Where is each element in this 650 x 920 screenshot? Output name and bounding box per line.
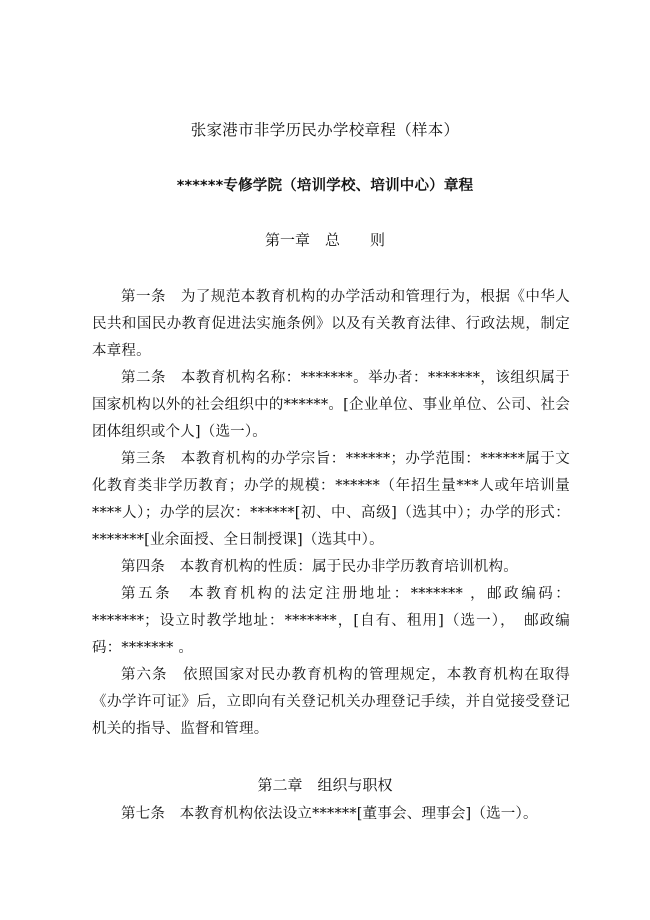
- article-5: 第五条 本教育机构的法定注册地址：******* ，邮政编码：*******；设立时教学地址：*******，[自有、租用]（选一）， 邮政编码：******* 。: [92, 586, 570, 656]
- chapter-1-body: [92, 284, 570, 743]
- article-2: 第二条 本教育机构名称：*******。举办者：*******，该组织属于国家机构以外的社会组织中的******。[企业单位、事业单位、公司、社会团体组织或个人]（选一）。: [92, 370, 570, 440]
- article-7: 第七条 本教育机构依法设立******[董事会、理事会]（选一）。: [121, 806, 538, 822]
- article-6: 第六条 依照国家对民办教育机构的管理规定，本教育机构在取得《办学许可证》后，立即向有关登记机关办理登记手续，并自觉接受登记机关的指导、监督和管理。: [92, 667, 570, 737]
- chapter-1-heading: 第一章 总 则: [264, 231, 385, 249]
- article-1: 第一条 为了规范本教育机构的办学活动和管理行为，根据《中华人民共和国民办教育促进法实施条例》以及有关教育法律、行政法规，制定本章程。: [92, 289, 570, 359]
- document-subtitle: ******专修学院（培训学校、培训中心）章程: [176, 178, 474, 194]
- article-3: 第三条 本教育机构的办学宗旨：******；办学范围：******属于文化教育类非学历教育；办学的规模：******（年招生量***人或年培训量****人）；办学的层次：******[初、中、高级]（选其中）；办学的形式：*******[业余面授、全日制授课]（选其中）。: [92, 451, 570, 548]
- document-title: 张家港市非学历民办学校章程（样本）: [190, 121, 460, 139]
- chapter-2-body: [92, 801, 570, 828]
- chapter-2-heading: 第二章 组织与职权: [257, 776, 393, 794]
- article-4: 第四条 本教育机构的性质：属于民办非学历教育培训机构。: [121, 559, 518, 575]
